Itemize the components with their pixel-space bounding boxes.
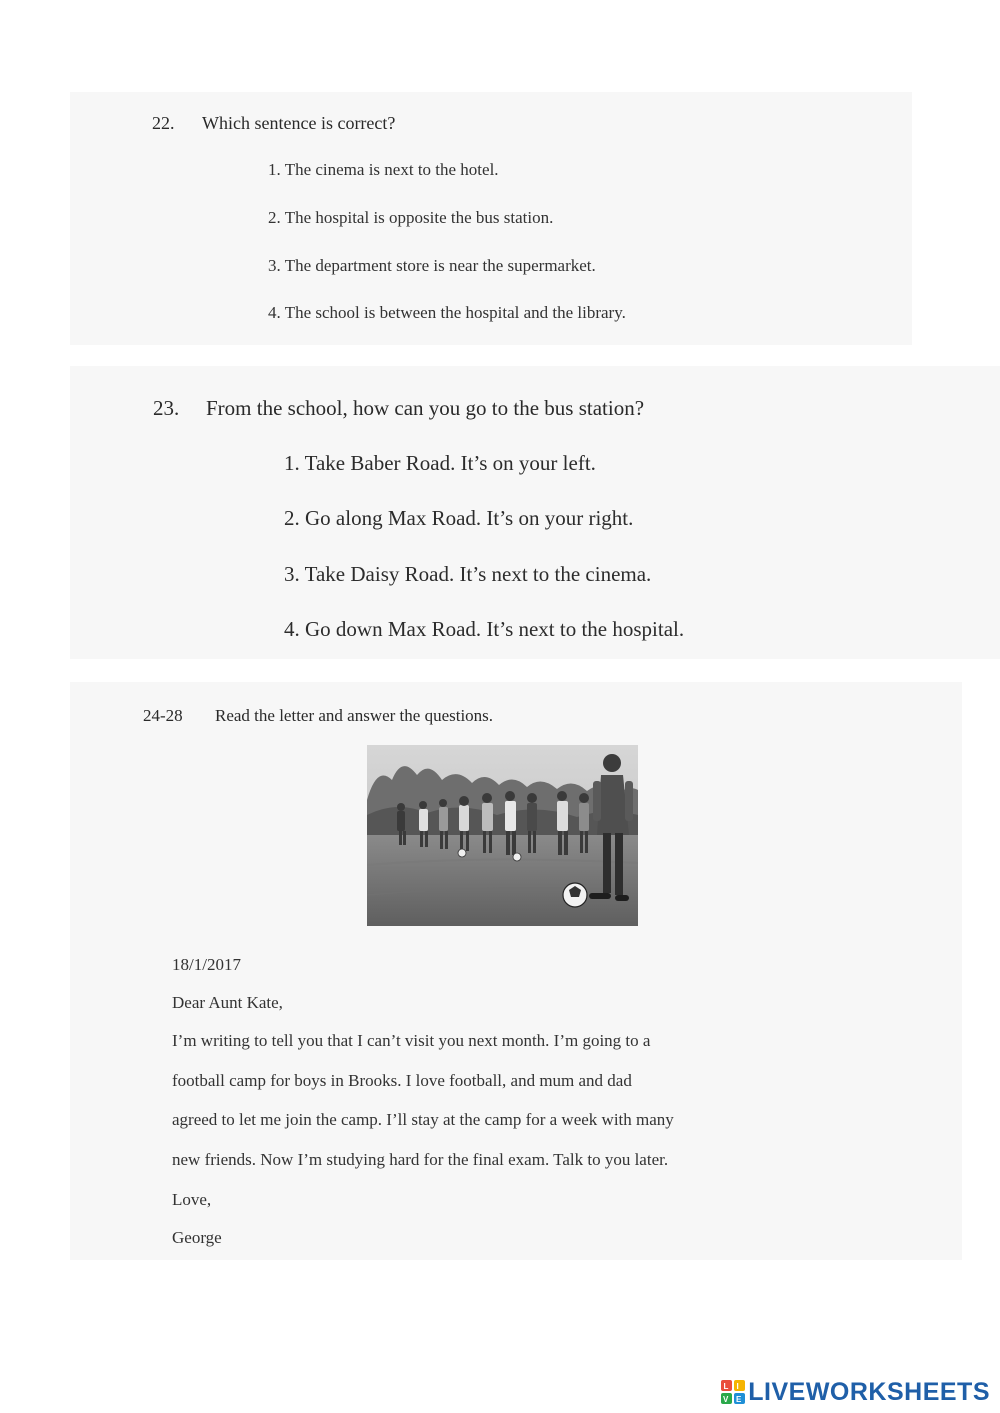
question-22-option-2: 2. The hospital is opposite the bus station.	[268, 208, 554, 227]
letter-body-line-1: I’m writing to tell you that I can’t visit you next month. I’m going to a	[172, 1031, 651, 1050]
svg-text:I: I	[736, 1382, 739, 1391]
question-23-option-4: 4. Go down Max Road. It’s next to the hospital.	[284, 617, 685, 641]
letter-body-line-4: new friends. Now I’m studying hard for the final exam. Talk to you later.	[172, 1150, 669, 1169]
letter-greeting: Dear Aunt Kate,	[172, 993, 283, 1012]
question-23-option-3: 3. Take Daisy Road. It’s next to the cinema.	[284, 562, 652, 586]
question-22-option-3: 3. The department store is near the supermarket.	[268, 256, 596, 275]
football-camp-photo	[367, 745, 638, 926]
svg-text:E: E	[736, 1395, 742, 1404]
letter-section-instruction: Read the letter and answer the questions.	[215, 706, 494, 725]
question-23-option-2: 2. Go along Max Road. It’s on your right.	[284, 506, 634, 530]
question-23-text: From the school, how can you go to the bus station?	[206, 396, 645, 420]
letter-body-line-3: agreed to let me join the camp. I’ll stay at the camp for a week with many	[172, 1110, 674, 1129]
question-23-number: 23.	[153, 396, 180, 420]
letter-section-number: 24-28	[143, 706, 183, 725]
letter-closing: Love,	[172, 1190, 212, 1209]
liveworksheets-logo[interactable]	[720, 1377, 990, 1407]
liveworksheets-logo-icon	[720, 1379, 746, 1405]
svg-text:V: V	[723, 1395, 729, 1404]
question-22-text: Which sentence is correct?	[202, 113, 396, 133]
question-23-option-1: 1. Take Baber Road. It’s on your left.	[284, 451, 596, 475]
letter-date: 18/1/2017	[172, 955, 241, 974]
question-22-option-4: 4. The school is between the hospital and the library.	[268, 303, 626, 322]
svg-text:L: L	[723, 1382, 729, 1391]
question-22-number: 22.	[152, 113, 175, 133]
letter-signature: George	[172, 1228, 222, 1247]
question-22-option-1: 1. The cinema is next to the hotel.	[268, 160, 499, 179]
letter-body-line-2: football camp for boys in Brooks. I love football, and mum and dad	[172, 1071, 632, 1090]
liveworksheets-brand-text: LIVEWORKSHEETS	[748, 1377, 990, 1406]
